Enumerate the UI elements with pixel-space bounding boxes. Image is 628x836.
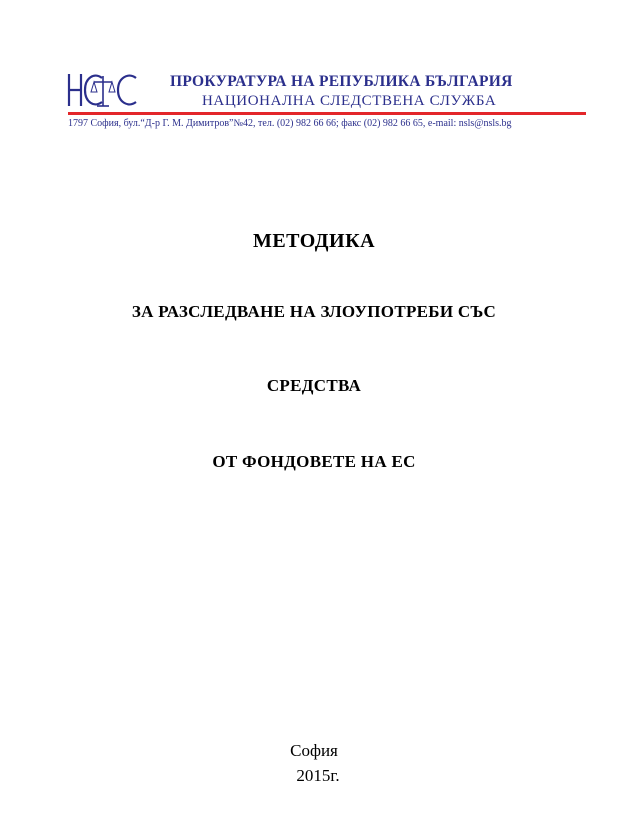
document-subtitle-line3: ОТ ФОНДОВЕТЕ НА ЕС <box>212 452 416 471</box>
org-division: НАЦИОНАЛНА СЛЕДСТВЕНА СЛУЖБА <box>202 93 497 109</box>
org-address: 1797 София, бул.“Д-р Г. М. Димитров”№42, тел. (02) 982 66 66; факс (02) 982 66 65, e-mail: nsls@nsls.bg <box>68 118 512 129</box>
org-name: ПРОКУРАТУРА НА РЕПУБЛИКА БЪЛГАРИЯ <box>170 73 513 90</box>
nsls-logo <box>66 70 142 110</box>
document-subtitle-line1: ЗА РАЗСЛЕДВАНЕ НА ЗЛОУПОТРЕБИ СЪС <box>131 302 497 321</box>
header-divider <box>68 112 586 115</box>
publication-year: 2015г. <box>296 766 340 785</box>
document-subtitle-line2: СРЕДСТВА <box>266 376 362 395</box>
document-title: МЕТОДИКА <box>252 230 376 252</box>
publication-city: София <box>290 741 338 760</box>
